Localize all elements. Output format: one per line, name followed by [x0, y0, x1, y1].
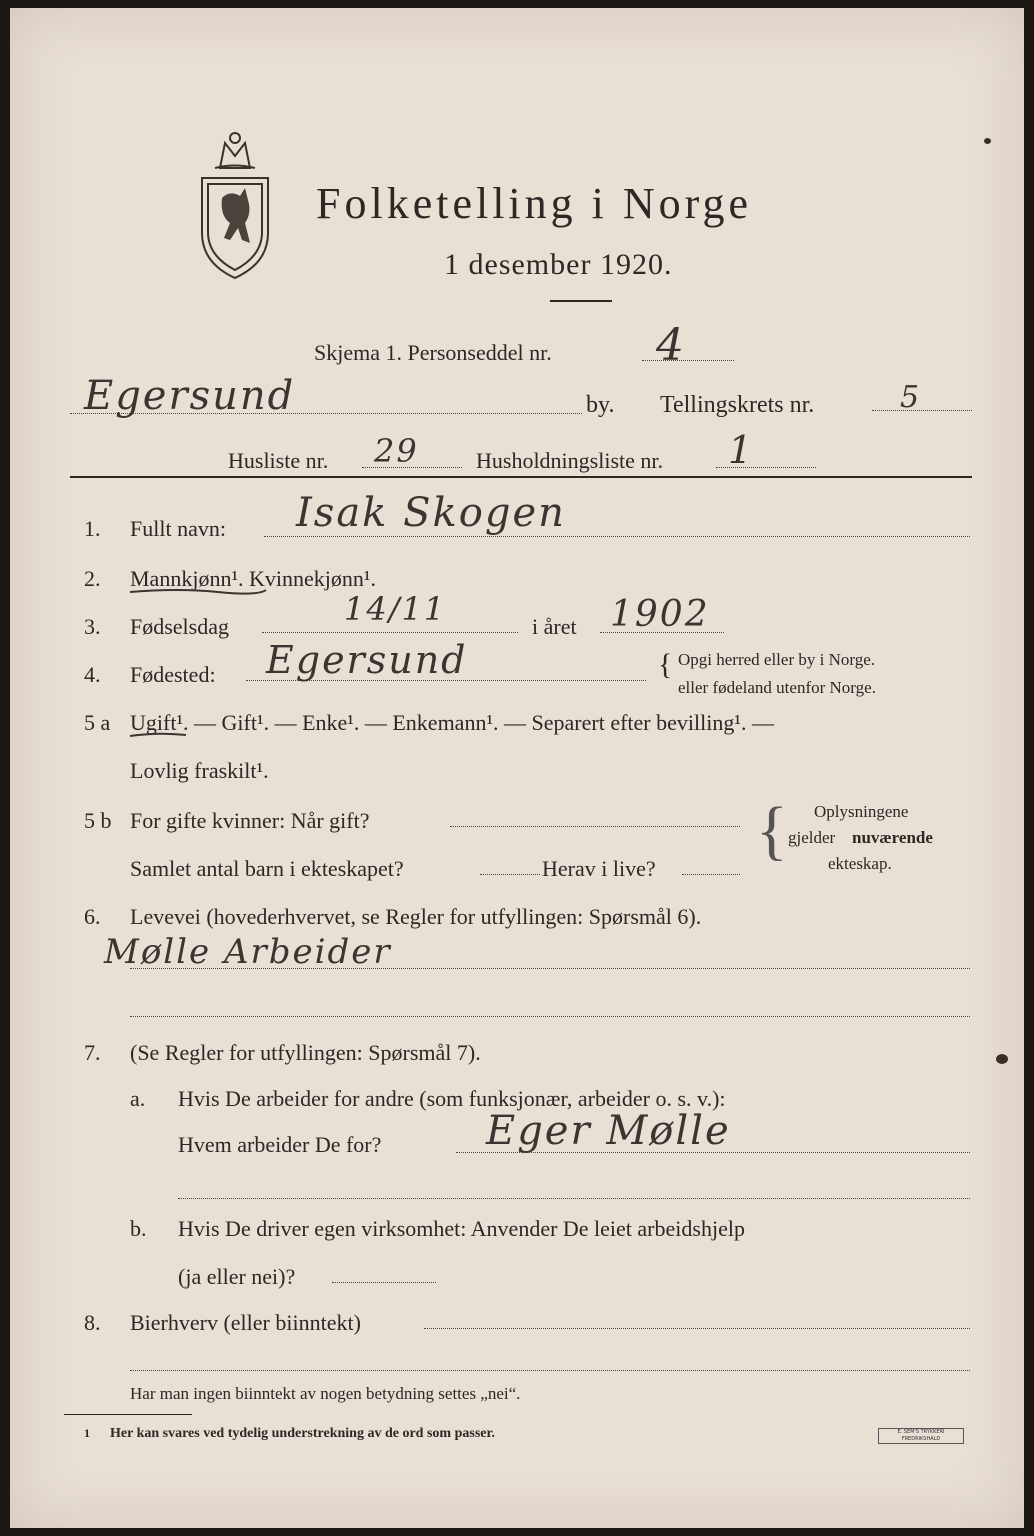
personseddel-value: 4: [656, 320, 686, 371]
husliste-value: 29: [374, 432, 419, 470]
q5a-number: 5 a: [84, 710, 111, 735]
occupation-value: Mølle Arbeider: [104, 932, 392, 972]
q2-label: Mannkjønn¹. Kvinnekjønn¹.: [130, 566, 377, 591]
full-name-field[interactable]: [264, 536, 970, 537]
full-name-value: Isak Skogen: [296, 490, 566, 536]
husholdning-label: Husholdningsliste nr.: [476, 448, 664, 473]
footnote-text: Her kan svares ved tydelig understrekning av de ord som passer.: [110, 1426, 495, 1441]
q1-number: 1.: [84, 516, 101, 541]
birthplace-value: Egersund: [266, 638, 468, 682]
q8-label: Bierhverv (eller biinntekt): [130, 1310, 361, 1335]
married-when-field[interactable]: [450, 826, 740, 827]
q7-label: (Se Regler for utfyllingen: Spørsmål 7).: [130, 1040, 481, 1065]
q7-number: 7.: [84, 1040, 101, 1065]
census-date: 1 desember 1920.: [444, 248, 673, 281]
q2-number: 2.: [84, 566, 101, 591]
q3-label: Fødselsdag: [130, 614, 229, 639]
brace-icon: {: [756, 794, 788, 867]
printer-stamp: E. SEM'S TRYKKERI FREDRIKSHALD: [878, 1428, 964, 1444]
census-form-sheet: [10, 8, 1024, 1528]
marriage-note-2b: nuværende: [852, 828, 933, 847]
q7a-label: Hvis De arbeider for andre (som funksjonær, arbeider o. s. v.):: [178, 1086, 726, 1111]
children-alive-field[interactable]: [682, 874, 740, 875]
year-label: i året: [532, 614, 577, 639]
employer-value: Eger Mølle: [486, 1108, 731, 1154]
side-income-field[interactable]: [424, 1328, 970, 1329]
q4-label: Fødested:: [130, 662, 216, 687]
paper-spot: [984, 138, 991, 144]
header-rule: [70, 476, 972, 478]
gender-underline-mark: [128, 586, 268, 600]
side-income-field-2[interactable]: [130, 1370, 970, 1371]
q5b-number: 5 b: [84, 808, 112, 833]
employer-field-2[interactable]: [178, 1198, 970, 1199]
marriage-note-2: gjelder: [788, 828, 836, 847]
q5a-label-2: Lovlig fraskilt¹.: [130, 758, 269, 783]
marriage-note-3: ekteskap.: [828, 854, 892, 873]
q7a-letter: a.: [130, 1086, 146, 1111]
brace-icon: {: [658, 648, 673, 681]
by-label: by.: [586, 392, 615, 418]
q5b-label-2: Samlet antal barn i ekteskapet?: [130, 856, 404, 881]
footnote-mark: 1: [84, 1426, 90, 1440]
tellingskrets-field[interactable]: [872, 410, 972, 411]
birthday-field[interactable]: [262, 632, 518, 633]
title-divider: [550, 300, 612, 302]
husliste-label: Husliste nr.: [228, 448, 329, 473]
birthplace-note-1: Opgi herred eller by i Norge.: [678, 650, 876, 669]
q8-number: 8.: [84, 1310, 101, 1335]
year-value: 1902: [610, 594, 710, 635]
paper-spot: [996, 1054, 1008, 1064]
q6-label: Levevei (hovederhvervet, se Regler for utfyllingen: Spørsmål 6).: [130, 904, 702, 929]
q6-number: 6.: [84, 904, 101, 929]
q7b-label: Hvis De driver egen virksomhet: Anvender De leiet arbeidshjelp: [178, 1216, 745, 1241]
q7a-label-2: Hvem arbeider De for?: [178, 1132, 382, 1157]
marriage-note-1: Oplysningene: [814, 802, 909, 821]
q7b-letter: b.: [130, 1216, 147, 1241]
side-income-note: Har man ingen biinntekt av nogen betydning settes „nei“.: [130, 1384, 521, 1403]
q5b-label: For gifte kvinner: Når gift?: [130, 808, 370, 833]
birthplace-note-2: eller fødeland utenfor Norge.: [678, 678, 876, 697]
children-total-field[interactable]: [480, 874, 540, 875]
q7b-label-2: (ja eller nei)?: [178, 1264, 296, 1289]
occupation-field-2[interactable]: [130, 1016, 970, 1017]
birthday-value: 14/11: [344, 590, 447, 628]
q5a-label: Ugift¹. — Gift¹. — Enke¹. — Enkemann¹. — Separert efter bevilling¹. —: [130, 710, 774, 735]
ugift-underline-mark: [128, 730, 188, 742]
q5b-label-3: Herav i live?: [542, 856, 656, 881]
q4-number: 4.: [84, 662, 101, 687]
form-title: Folketelling i Norge: [316, 179, 753, 228]
q3-number: 3.: [84, 614, 101, 639]
footnote-rule: [64, 1414, 192, 1415]
skjema-label: Skjema 1. Personseddel nr.: [314, 340, 552, 365]
q1-label: Fullt navn:: [130, 516, 226, 541]
tellingskrets-value: 5: [900, 380, 922, 415]
husholdning-value: 1: [728, 428, 755, 472]
hired-help-field[interactable]: [332, 1282, 436, 1283]
tellingskrets-label: Tellingskrets nr.: [660, 392, 815, 418]
by-value: Egersund: [84, 373, 296, 419]
coat-of-arms-icon: [190, 128, 280, 288]
